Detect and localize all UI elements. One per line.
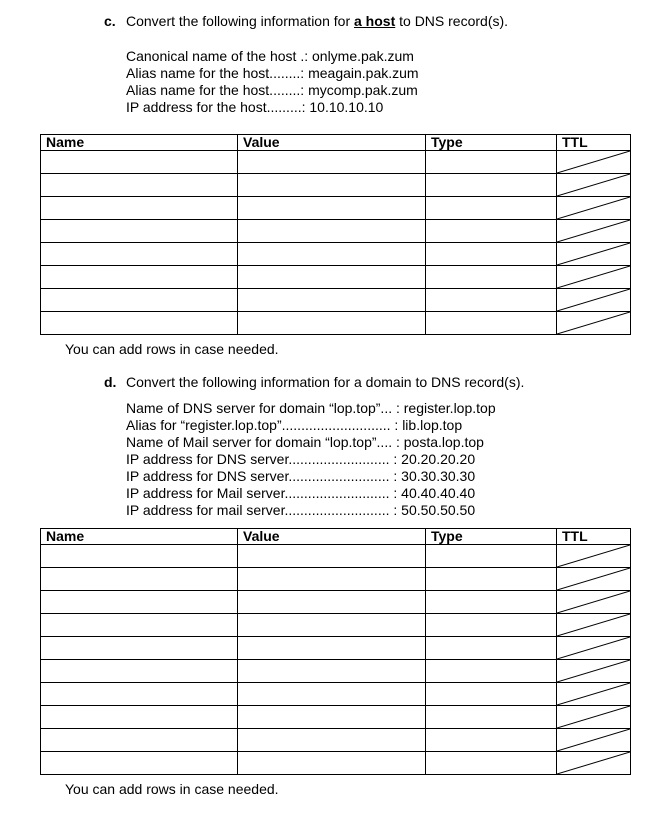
- dns-table-c: [40, 134, 631, 335]
- type-cell[interactable]: [426, 289, 557, 312]
- ttl-slash: [557, 614, 630, 636]
- value-cell[interactable]: [238, 660, 426, 683]
- host-info-line: Canonical name of the host .: onlyme.pak.zum: [126, 48, 414, 64]
- value-cell[interactable]: [238, 243, 426, 266]
- ttl-slash: [557, 752, 630, 774]
- value-cell[interactable]: [238, 266, 426, 289]
- value-cell[interactable]: [238, 614, 426, 637]
- column-header-value: Value: [238, 529, 426, 545]
- name-cell[interactable]: [41, 752, 238, 775]
- name-cell[interactable]: [41, 614, 238, 637]
- value-cell[interactable]: [238, 752, 426, 775]
- domain-info-list: [126, 400, 496, 519]
- table-row: [41, 614, 631, 637]
- type-cell[interactable]: [426, 660, 557, 683]
- name-cell[interactable]: [41, 289, 238, 312]
- name-cell[interactable]: [41, 545, 238, 568]
- question-c-emphasis: a host: [354, 13, 396, 29]
- ttl-cell-crossed: [557, 174, 631, 197]
- ttl-slash: [557, 312, 630, 334]
- domain-info-line: Alias for “register.lop.top”............................ : lib.lop.top: [126, 417, 463, 433]
- type-cell[interactable]: [426, 243, 557, 266]
- value-cell[interactable]: [238, 174, 426, 197]
- add-rows-note-d: You can add rows in case needed.: [65, 781, 279, 797]
- name-cell[interactable]: [41, 151, 238, 174]
- domain-info-line: IP address for Mail server........................... : 40.40.40.40: [126, 485, 476, 501]
- value-cell[interactable]: [238, 706, 426, 729]
- type-cell[interactable]: [426, 151, 557, 174]
- host-info-line: IP address for the host.........: 10.10.10.10: [126, 99, 384, 115]
- table-row: [41, 637, 631, 660]
- table-row: [41, 174, 631, 197]
- table-row: [41, 243, 631, 266]
- table-row: [41, 289, 631, 312]
- type-cell[interactable]: [426, 312, 557, 335]
- value-cell[interactable]: [238, 197, 426, 220]
- question-c-letter: c.: [104, 13, 116, 29]
- type-cell[interactable]: [426, 614, 557, 637]
- question-d-text: Convert the following information for a domain to DNS record(s).: [126, 374, 525, 390]
- table-row: [41, 706, 631, 729]
- ttl-slash: [557, 545, 630, 567]
- value-cell[interactable]: [238, 220, 426, 243]
- table-row: [41, 266, 631, 289]
- ttl-cell-crossed: [557, 289, 631, 312]
- ttl-slash: [557, 151, 630, 173]
- ttl-slash: [557, 220, 630, 242]
- type-cell[interactable]: [426, 591, 557, 614]
- ttl-cell-crossed: [557, 266, 631, 289]
- domain-info-line: Name of DNS server for domain “lop.top”... : register.lop.top: [126, 400, 496, 416]
- ttl-cell-crossed: [557, 752, 631, 775]
- column-header-ttl: TTL: [557, 135, 631, 151]
- value-cell[interactable]: [238, 545, 426, 568]
- ttl-slash: [557, 729, 630, 751]
- name-cell[interactable]: [41, 197, 238, 220]
- ttl-cell-crossed: [557, 591, 631, 614]
- ttl-cell-crossed: [557, 197, 631, 220]
- table-row: [41, 683, 631, 706]
- type-cell[interactable]: [426, 706, 557, 729]
- table-row: [41, 752, 631, 775]
- name-cell[interactable]: [41, 591, 238, 614]
- name-cell[interactable]: [41, 568, 238, 591]
- type-cell[interactable]: [426, 637, 557, 660]
- column-header-value: Value: [238, 135, 426, 151]
- type-cell[interactable]: [426, 266, 557, 289]
- table-row: [41, 312, 631, 335]
- dns-table-d: [40, 528, 631, 775]
- host-info-line: Alias name for the host........: meagain.pak.zum: [126, 65, 419, 81]
- name-cell[interactable]: [41, 243, 238, 266]
- table-row: [41, 568, 631, 591]
- name-cell[interactable]: [41, 683, 238, 706]
- ttl-slash: [557, 174, 630, 196]
- type-cell[interactable]: [426, 683, 557, 706]
- domain-info-line: IP address for DNS server.......................... : 20.20.20.20: [126, 451, 476, 467]
- name-cell[interactable]: [41, 637, 238, 660]
- name-cell[interactable]: [41, 312, 238, 335]
- type-cell[interactable]: [426, 174, 557, 197]
- type-cell[interactable]: [426, 545, 557, 568]
- ttl-slash: [557, 683, 630, 705]
- domain-info-line: Name of Mail server for domain “lop.top”.... : posta.lop.top: [126, 434, 484, 450]
- ttl-slash: [557, 289, 630, 311]
- ttl-cell-crossed: [557, 729, 631, 752]
- value-cell[interactable]: [238, 151, 426, 174]
- type-cell[interactable]: [426, 729, 557, 752]
- ttl-slash: [557, 568, 630, 590]
- column-header-type: Type: [426, 135, 557, 151]
- table-header-row: [41, 529, 631, 545]
- name-cell[interactable]: [41, 266, 238, 289]
- host-info-list: [126, 48, 419, 116]
- table-row: [41, 660, 631, 683]
- table-row: [41, 197, 631, 220]
- name-cell[interactable]: [41, 729, 238, 752]
- table-row: [41, 151, 631, 174]
- ttl-cell-crossed: [557, 660, 631, 683]
- value-cell[interactable]: [238, 312, 426, 335]
- ttl-slash: [557, 243, 630, 265]
- question-c-text-pre: Convert the following information for: [126, 13, 354, 29]
- ttl-cell-crossed: [557, 568, 631, 591]
- value-cell[interactable]: [238, 591, 426, 614]
- add-rows-note-c: You can add rows in case needed.: [65, 341, 279, 357]
- column-header-name: Name: [41, 529, 238, 545]
- name-cell[interactable]: [41, 660, 238, 683]
- ttl-slash: [557, 660, 630, 682]
- type-cell[interactable]: [426, 197, 557, 220]
- ttl-cell-crossed: [557, 243, 631, 266]
- ttl-cell-crossed: [557, 151, 631, 174]
- ttl-cell-crossed: [557, 545, 631, 568]
- question-c-text-post: to DNS record(s).: [395, 13, 509, 29]
- question-d: [104, 374, 524, 390]
- table-row: [41, 591, 631, 614]
- type-cell[interactable]: [426, 568, 557, 591]
- value-cell[interactable]: [238, 729, 426, 752]
- column-header-name: Name: [41, 135, 238, 151]
- table-row: [41, 545, 631, 568]
- name-cell[interactable]: [41, 706, 238, 729]
- domain-info-line: IP address for mail server........................... : 50.50.50.50: [126, 502, 476, 518]
- ttl-cell-crossed: [557, 683, 631, 706]
- ttl-cell-crossed: [557, 220, 631, 243]
- column-header-ttl: TTL: [557, 529, 631, 545]
- ttl-cell-crossed: [557, 706, 631, 729]
- ttl-slash: [557, 591, 630, 613]
- value-cell[interactable]: [238, 683, 426, 706]
- ttl-slash: [557, 637, 630, 659]
- type-cell[interactable]: [426, 752, 557, 775]
- domain-info-line: IP address for DNS server.......................... : 30.30.30.30: [126, 468, 476, 484]
- ttl-cell-crossed: [557, 637, 631, 660]
- question-d-letter: d.: [104, 374, 117, 390]
- value-cell[interactable]: [238, 637, 426, 660]
- question-c: [104, 13, 508, 29]
- ttl-slash: [557, 266, 630, 288]
- type-cell[interactable]: [426, 220, 557, 243]
- ttl-cell-crossed: [557, 614, 631, 637]
- value-cell[interactable]: [238, 568, 426, 591]
- table-row: [41, 220, 631, 243]
- column-header-type: Type: [426, 529, 557, 545]
- table-row: [41, 729, 631, 752]
- ttl-cell-crossed: [557, 312, 631, 335]
- name-cell[interactable]: [41, 220, 238, 243]
- ttl-slash: [557, 197, 630, 219]
- host-info-line: Alias name for the host........: mycomp.pak.zum: [126, 82, 418, 98]
- table-header-row: [41, 135, 631, 151]
- name-cell[interactable]: [41, 174, 238, 197]
- value-cell[interactable]: [238, 289, 426, 312]
- ttl-slash: [557, 706, 630, 728]
